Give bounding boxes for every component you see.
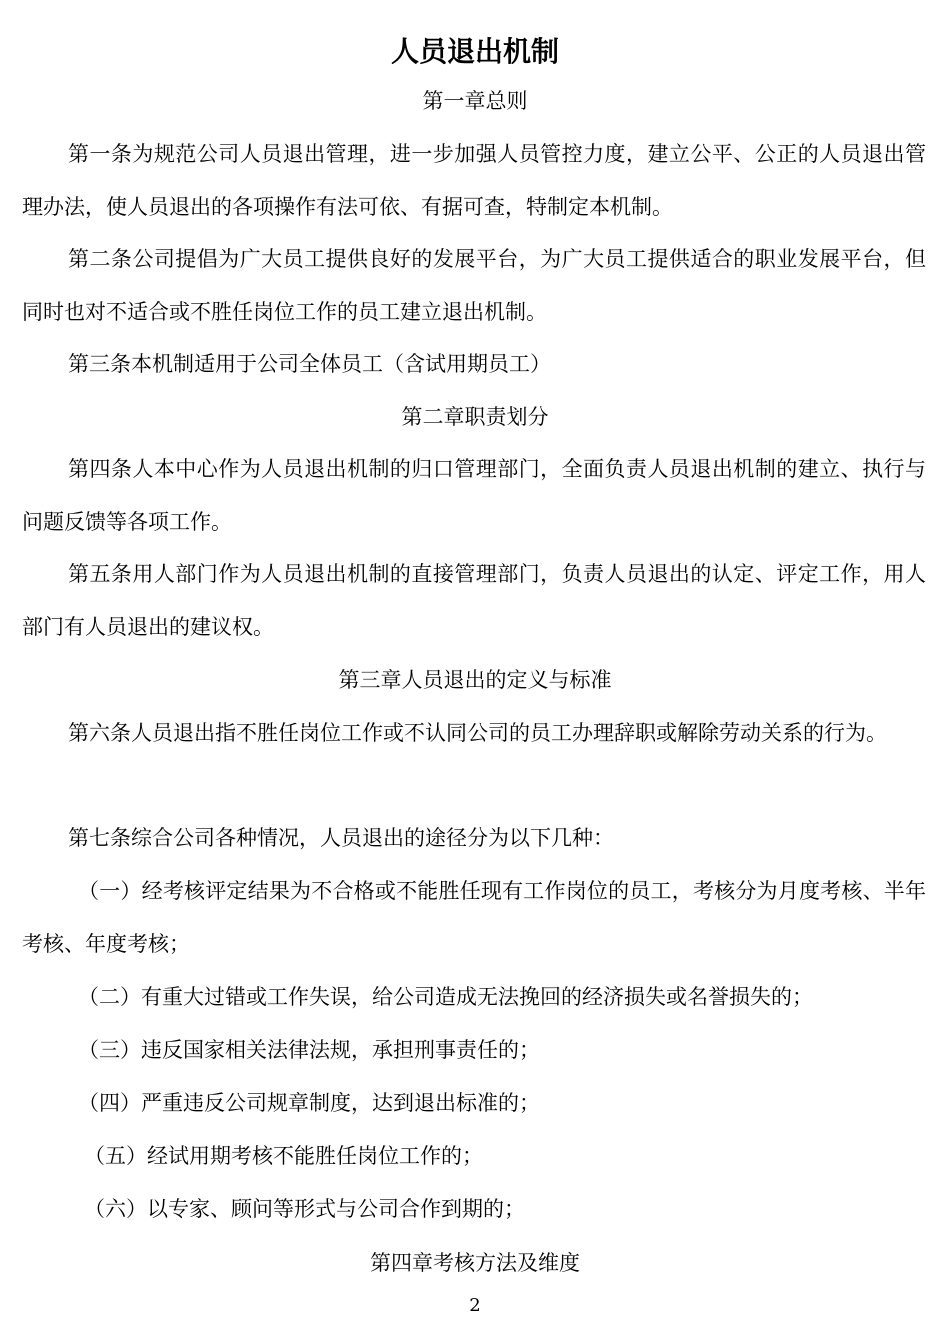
list-item-1: （一）经考核评定结果为不合格或不能胜任现有工作岗位的员工，考核分为月度考核、半年考核、年度考核；	[22, 879, 926, 956]
page-number: 2	[469, 1295, 481, 1316]
article-2: 第二条公司提倡为广大员工提供良好的发展平台，为广大员工提供适合的职业发展平台，但同时也对不适合或不胜任岗位工作的员工建立退出机制。	[22, 247, 926, 324]
article-5: 第五条用人部门作为人员退出机制的直接管理部门，负责人员退出的认定、评定工作，用人部门有人员退出的建议权。	[22, 562, 926, 639]
document-title: 人员退出机制	[390, 35, 559, 68]
list-item-6: （六）以专家、顾问等形式与公司合作到期的；	[84, 1197, 525, 1221]
article-1: 第一条为规范公司人员退出管理，进一步加强人员管控力度，建立公平、公正的人员退出管理办法，使人员退出的各项操作有法可依、有据可查，特制定本机制。	[22, 142, 926, 219]
chapter-heading-3: 第三章人员退出的定义与标准	[338, 668, 612, 692]
article-4: 第四条人本中心作为人员退出机制的归口管理部门，全面负责人员退出机制的建立、执行与问题反馈等各项工作。	[22, 457, 926, 534]
chapter-heading-1: 第一章总则	[422, 89, 528, 113]
list-item-2: （二）有重大过错或工作失误，给公司造成无法挽回的经济损失或名誉损失的；	[78, 985, 813, 1009]
list-item-4: （四）严重违反公司规章制度，达到退出标准的；	[78, 1091, 540, 1115]
article-7: 第七条综合公司各种情况，人员退出的途径分为以下几种：	[68, 826, 614, 850]
article-3: 第三条本机制适用于公司全体员工（含试用期员工）	[68, 352, 551, 376]
chapter-heading-2: 第二章职责划分	[401, 405, 549, 429]
list-item-3: （三）违反国家相关法律法规，承担刑事责任的；	[78, 1038, 540, 1062]
article-6: 第六条人员退出指不胜任岗位工作或不认同公司的员工办理辞职或解除劳动关系的行为。	[68, 721, 887, 745]
chapter-heading-4: 第四章考核方法及维度	[370, 1251, 580, 1275]
list-item-5: （五）经试用期考核不能胜任岗位工作的；	[84, 1144, 483, 1168]
